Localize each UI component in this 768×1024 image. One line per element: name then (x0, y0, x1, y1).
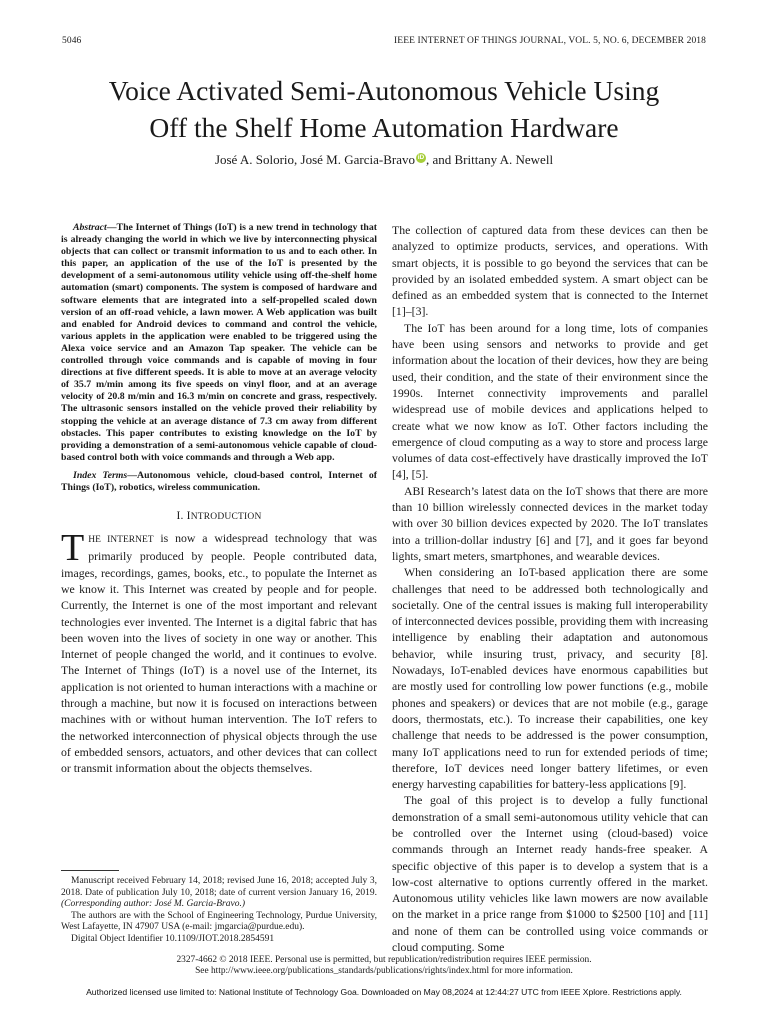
title-line-2: Off the Shelf Home Automation Hardware (149, 112, 619, 143)
intro-paragraph (61, 527, 377, 776)
right-paragraph: The goal of this project is to develop a fully functional demonstration of a small semi-autonomous utility vehicle that can be controlled over the Internet using (cloud-based) voice commands through an Internet ready hands-free speaker. A specific objective of this paper is to develop a system that is a low-cost alternative to options currently offered in the market. Autonomous utility vehicles like lawn mowers are now available on the market in a price range from $1000 to $2500 [10] and [11] and none of them can be controlled using voice commands or cloud computing. Some (392, 793, 708, 955)
abstract-text: —The Internet of Things (IoT) is a new trend in technology that is already changing the world in which we live by interconnecting physical objects that can collect or transmit information to us and to each other. In this paper, an application of the use of the IoT is presented by the development of a semi-autonomous utility vehicle using off-the-shelf home automation (smart) components. The system is composed of hardware and software elements that are integrated into a self-propelled scaled down version of an off-road vehicle, a lawn mower. A Web application was built and enabled for Android devices to command and control the vehicle, various applets in the application were enabled to be triggered using the Alexa voice service and an Amazon Tap speaker. The vehicle can be controlled through voice commands and is capable of moving in four directions at five different speeds. It is able to move at an average velocity of 35.7 m/min among its five speeds on vinyl floor, and at an average velocity of 20.8 m/min and 16.3 m/min on concrete and grass, respectively. The ultrasonic sensors installed on the vehicle proved their reliability by stopping the vehicle at an average distance of 7.3 cm away from different obstacles. This paper contributes to existing knowledge on the IoT by providing a demonstration of a semi-autonomous vehicle capable of cloud-based control both with voice commands and through a Web app. (61, 222, 377, 463)
section-title: NTRODUCTION (190, 512, 262, 523)
copyright-line-2[interactable]: See http://www.ieee.org/publications_standards/publications/rights/index.html for more information. (195, 966, 573, 977)
footnote-affiliation: The authors are with the School of Engineering Technology, Purdue University, West Lafayette, IN 47907 USA (e-mail: jmgarcia@purdue.edu). (61, 910, 377, 933)
authors-part-1: José A. Solorio, José M. Garcia-Bravo (214, 152, 415, 167)
journal-info: IEEE INTERNET OF THINGS JOURNAL, VOL. 5, NO. 6, DECEMBER 2018 (394, 36, 706, 46)
author-list (30, 152, 738, 168)
authors-part-2: , and Brittany A. Newell (425, 152, 554, 167)
orcid-icon[interactable]: iD (417, 154, 425, 161)
right-paragraph: The IoT has been around for a long time, lots of companies have been using sensors and networks to provide and get information about the location of their devices, how they are being used, their condition, and the state of their environment since the 1990s. Internet connectivity improvements and parallel widespread use of mobile devices and applications helped to create what we now know as IoT. Other factors including the emergence of cloud computing as a way to store and process large volumes of data cost-effectively have drastically improved the IoT [4], [5]. (392, 320, 708, 482)
footnote-corresponding: (Corresponding author: José M. Garcia-Bravo.) (61, 899, 245, 910)
index-terms (61, 470, 377, 494)
footnotes (61, 876, 377, 946)
abstract (61, 222, 377, 464)
right-paragraph: When considering an IoT-based application there are some challenges that need to be addressed both technologically and societally. One of the central issues is making full interoperability of interconnected devices possible, providing them with increasing intelligence by enabling their adaptation and autonomous behavior, while insuring trust, privacy, and security [8]. Nowadays, IoT-enabled devices have enormous capabilities but are mostly used for controlling low power functions (e.g., mobile phones and speakers) or devices that are not mobile (e.g., garage doors, thermostats, etc.). To increase their capabilities, one key challenge that needs to be addressed is the power consumption, many IoT applications need to run for extended periods of time; therefore, IoT devices need longer battery lifetimes, or even energy harvesting capabilities for battery-less applications [9]. (392, 565, 708, 792)
running-header (62, 36, 706, 50)
copyright-line-1: 2327-4662 © 2018 IEEE. Personal use is permitted, but republication/redistribution requires IEEE permission. (176, 955, 592, 965)
footnote-received-text: Manuscript received February 14, 2018; revised June 16, 2018; accepted July 3, 2018. Date of publication July 10, 2018; date of current version January 16, 2019. (61, 876, 377, 898)
paper-title (30, 72, 738, 146)
drop-cap: T (61, 527, 85, 570)
section-numeral: I. I (176, 510, 191, 523)
intro-lead-caps: HE INTERNET (88, 535, 154, 546)
right-paragraph: The collection of captured data from these devices can then be analyzed to optimize products, services, and operations. With smart objects, it is possible to go beyond the services that can be provided by an isolated embedded system. A smart object can be defined as an embedded system that is connected to the Internet [1]–[3]. (392, 223, 708, 319)
footnote-doi: Digital Object Identifier 10.1109/JIOT.2018.2854591 (71, 933, 275, 944)
title-line-1: Voice Activated Semi-Autonomous Vehicle Using (108, 75, 660, 106)
footnote-received (61, 876, 377, 911)
abstract-label: Abstract (73, 222, 107, 233)
license-notice: Authorized licensed use limited to: National Institute of Technology Goa. Downloaded on May 08,2024 at 12:44:27 UTC from IEEE Xplore. Restrictions apply. (86, 987, 682, 997)
index-terms-text: —Autonomous vehicle, cloud-based control, Internet of Things (IoT), robotics, wireless communication. (61, 469, 377, 493)
copyright-notice (30, 955, 738, 978)
section-heading-introduction (61, 510, 377, 522)
intro-text: is now a widespread technology that was primarily produced by people. People contributed data, images, recordings, games, books, etc., to populate the Internet as we know it. This Internet was created by people and for people. Currently, the Internet is one of the most important and relevant technologies ever invented. The Internet is a digital fabric that has been woven into the lives of society in one way or another. This Internet of people changed the world, and it continues to evolve. The Internet of Things (IoT) is a novel use of the Internet, its application is not oriented to human interactions with a machine or through a machine, but now it is focused on interactions between machines with or without human intervention. The IoT refers to the networked interconnection of physical objects through the use of embedded sensors, actuators, and other devices that can collect or transmit information about the objects themselves. (61, 531, 377, 776)
right-paragraph: ABI Research’s latest data on the IoT shows that there are more than 10 billion wirelessly connected devices in the market today with over 30 billion devices expected by 2020. The IoT translates into a trillion-dollar industry [6] and [7], and it goes far beyond lights, smart meters, smartphones, and wearable devices. (392, 483, 708, 563)
right-column (392, 222, 708, 955)
page-number: 5046 (62, 36, 82, 46)
left-column (61, 222, 377, 777)
footnote-rule (61, 870, 119, 871)
index-terms-label: Index Terms (73, 469, 128, 481)
